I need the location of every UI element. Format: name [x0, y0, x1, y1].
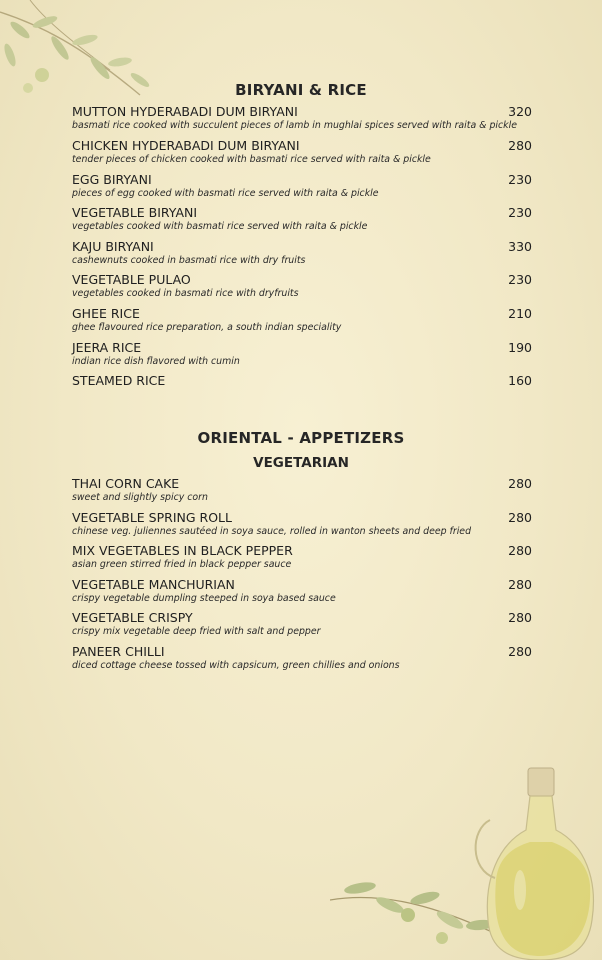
- item-price: 330: [508, 239, 532, 254]
- item-name: KAJU BIRYANI: [72, 239, 154, 254]
- menu-item: [72, 104, 532, 132]
- menu-item: [72, 172, 532, 200]
- item-description: diced cottage cheese tossed with capsicum, green chillies and onions: [72, 660, 400, 671]
- item-description: cashewnuts cooked in basmati rice with dry fruits: [72, 255, 306, 266]
- item-description: ghee flavoured rice preparation, a south indian speciality: [72, 322, 342, 333]
- item-description: asian green stirred fried in black pepper sauce: [72, 559, 292, 570]
- item-price: 160: [508, 373, 532, 388]
- menu-item: [72, 272, 532, 300]
- menu-item: [72, 644, 532, 672]
- item-price: 230: [508, 172, 532, 187]
- item-description: tender pieces of chicken cooked with basmati rice served with raita & pickle: [72, 154, 431, 165]
- item-price: 230: [508, 272, 532, 287]
- item-name: VEGETABLE CRISPY: [72, 610, 193, 625]
- item-name: JEERA RICE: [72, 340, 142, 355]
- item-name: VEGETABLE PULAO: [72, 272, 191, 287]
- menu-item: [72, 205, 532, 233]
- section-title-biryani-rice: BIRYANI & RICE: [235, 81, 367, 99]
- olive-oil-bottle-illustration: [330, 760, 602, 960]
- item-description: indian rice dish flavored with cumin: [72, 356, 240, 367]
- menu-item: [72, 138, 532, 166]
- item-name: MIX VEGETABLES IN BLACK PEPPER: [72, 543, 293, 558]
- item-name: VEGETABLE MANCHURIAN: [72, 577, 235, 592]
- item-name: EGG BIRYANI: [72, 172, 152, 187]
- item-name: CHICKEN HYDERABADI DUM BIRYANI: [72, 138, 300, 153]
- item-name: GHEE RICE: [72, 306, 140, 321]
- menu-item: [72, 373, 532, 388]
- menu-item: [72, 340, 532, 368]
- menu-item: [72, 543, 532, 571]
- item-name: STEAMED RICE: [72, 373, 166, 388]
- menu-item: [72, 577, 532, 605]
- menu-item: [72, 510, 532, 538]
- item-price: 280: [508, 543, 532, 558]
- item-price: 280: [508, 476, 532, 491]
- item-description: crispy vegetable dumpling steeped in soya based sauce: [72, 593, 336, 604]
- item-name: MUTTON HYDERABADI DUM BIRYANI: [72, 104, 298, 119]
- item-description: chinese veg. juliennes sautéed in soya sauce, rolled in wanton sheets and deep fried: [72, 526, 472, 537]
- item-price: 280: [508, 644, 532, 659]
- item-description: sweet and slightly spicy corn: [72, 492, 208, 503]
- section-subtitle-vegetarian: VEGETARIAN: [253, 455, 349, 471]
- item-name: VEGETABLE BIRYANI: [72, 205, 198, 220]
- section-title-oriental-appetizers: ORIENTAL - APPETIZERS: [197, 429, 405, 447]
- item-price: 190: [508, 340, 532, 355]
- menu-item: [72, 306, 532, 334]
- item-price: 280: [508, 138, 532, 153]
- menu-item: [72, 239, 532, 267]
- item-description: crispy mix vegetable deep fried with salt and pepper: [72, 626, 321, 637]
- item-name: VEGETABLE SPRING ROLL: [72, 510, 232, 525]
- item-name: PANEER CHILLI: [72, 644, 165, 659]
- item-description: vegetables cooked in basmati rice with dryfruits: [72, 288, 299, 299]
- item-price: 280: [508, 577, 532, 592]
- item-price: 320: [508, 104, 532, 119]
- item-price: 280: [508, 510, 532, 525]
- item-description: basmati rice cooked with succulent pieces of lamb in mughlai spices served with raita & pickle: [72, 120, 517, 131]
- menu-item: [72, 476, 532, 504]
- item-description: pieces of egg cooked with basmati rice served with raita & pickle: [72, 188, 379, 199]
- item-price: 280: [508, 610, 532, 625]
- menu-item: [72, 610, 532, 638]
- item-price: 230: [508, 205, 532, 220]
- item-description: vegetables cooked with basmati rice served with raita & pickle: [72, 221, 368, 232]
- item-price: 210: [508, 306, 532, 321]
- item-name: THAI CORN CAKE: [72, 476, 180, 491]
